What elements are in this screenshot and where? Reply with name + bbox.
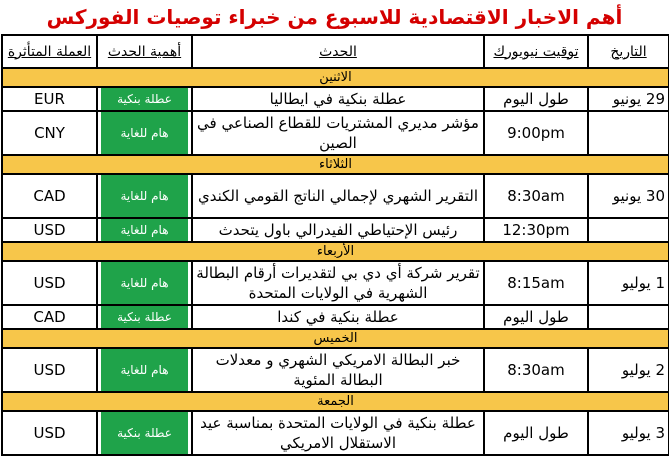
day-label: الأربعاء — [2, 242, 669, 261]
event-currency: CAD — [2, 305, 97, 329]
event-currency: USD — [2, 261, 97, 305]
header-currency: العملة المتأثرة — [2, 35, 97, 68]
header-date: التاريخ — [588, 35, 669, 68]
table-row — [2, 87, 669, 111]
event-currency: CNY — [2, 111, 97, 155]
event-time: 8:30am — [484, 174, 588, 218]
table-row — [2, 411, 669, 455]
table-row — [2, 305, 669, 329]
day-row-wednesday — [2, 242, 669, 261]
importance-badge: عطلة بنكية — [97, 87, 192, 111]
event-date — [588, 111, 669, 155]
importance-badge: هام للغاية — [97, 218, 192, 242]
importance-badge: هام للغاية — [97, 174, 192, 218]
event-name: التقرير الشهري لإجمالي الناتج القومي الكندي — [192, 174, 484, 218]
page-title: أهم الاخبار الاقتصادية للاسبوع من خبراء توصيات الفوركس — [46, 5, 623, 29]
header-time: توقيت نيويورك — [484, 35, 588, 68]
event-name: خبر البطالة الامريكي الشهري و معدلات البطالة المئوية — [192, 348, 484, 392]
event-name: مؤشر مديري المشتريات للقطاع الصناعي في الصين — [192, 111, 484, 155]
event-date: 29 يونيو — [588, 87, 669, 111]
event-time: طول اليوم — [484, 411, 588, 455]
table-row — [2, 218, 669, 242]
table-row — [2, 174, 669, 218]
event-time: طول اليوم — [484, 87, 588, 111]
event-name: عطلة بنكية في الولايات المتحدة بمناسبة عيد الاستقلال الامريكي — [192, 411, 484, 455]
event-time: 9:00pm — [484, 111, 588, 155]
day-label: الثلاثاء — [2, 155, 669, 174]
importance-badge: هام للغاية — [97, 261, 192, 305]
table-row — [2, 261, 669, 305]
importance-badge: عطلة بنكية — [97, 411, 192, 455]
header-row — [2, 35, 669, 68]
event-currency: CAD — [2, 174, 97, 218]
event-time: 8:30am — [484, 348, 588, 392]
event-date — [588, 305, 669, 329]
event-currency: USD — [2, 411, 97, 455]
day-row-friday — [2, 392, 669, 411]
day-label: الاثنين — [2, 68, 669, 87]
event-time: 8:15am — [484, 261, 588, 305]
header-importance: أهمية الحدث — [97, 35, 192, 68]
event-date — [588, 218, 669, 242]
economic-calendar-table — [1, 34, 669, 456]
event-name: عطلة بنكية في ايطاليا — [192, 87, 484, 111]
importance-badge: هام للغاية — [97, 111, 192, 155]
table-row — [2, 348, 669, 392]
event-time: طول اليوم — [484, 305, 588, 329]
day-label: الخميس — [2, 329, 669, 348]
event-currency: EUR — [2, 87, 97, 111]
event-name: رئيس الإحتياطي الفيدرالي باول يتحدث — [192, 218, 484, 242]
event-date: 1 يوليو — [588, 261, 669, 305]
event-name: تقرير شركة أي دي بي لتقديرات أرقام البطالة الشهرية في الولايات المتحدة — [192, 261, 484, 305]
event-currency: USD — [2, 218, 97, 242]
day-label: الجمعة — [2, 392, 669, 411]
event-name: عطلة بنكية في كندا — [192, 305, 484, 329]
importance-badge: هام للغاية — [97, 348, 192, 392]
table-row — [2, 111, 669, 155]
event-date: 2 يوليو — [588, 348, 669, 392]
day-row-monday — [2, 68, 669, 87]
event-currency: USD — [2, 348, 97, 392]
importance-badge: عطلة بنكية — [97, 305, 192, 329]
event-date: 30 يونيو — [588, 174, 669, 218]
event-date: 3 يوليو — [588, 411, 669, 455]
event-time: 12:30pm — [484, 218, 588, 242]
header-event: الحدث — [192, 35, 484, 68]
day-row-thursday — [2, 329, 669, 348]
day-row-tuesday — [2, 155, 669, 174]
